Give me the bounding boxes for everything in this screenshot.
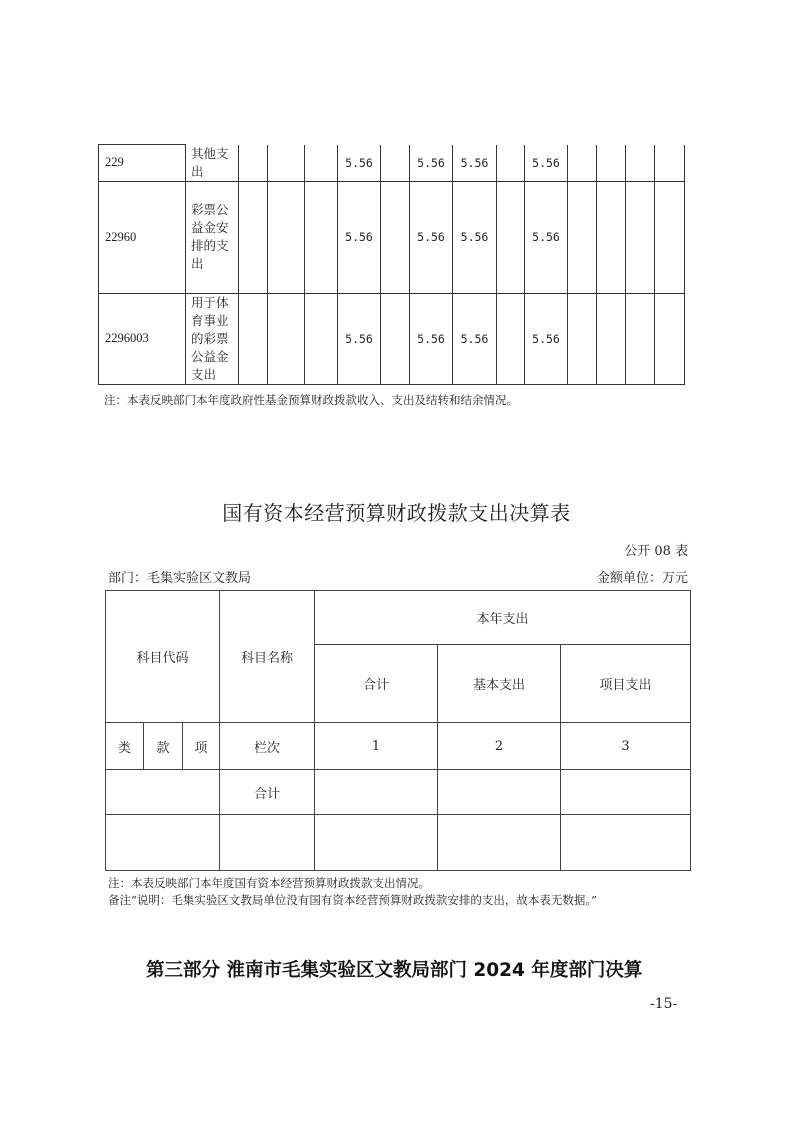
department-label: 部门：毛集实验区文教局 [108, 571, 252, 586]
value-cell: 5.56 [338, 293, 381, 384]
empty-row-name [220, 815, 315, 871]
value-cell [239, 145, 268, 182]
empty-row-basic [438, 815, 561, 871]
table1-note: 注：本表反映部门本年度政府性基金预算财政拨款收入、支出及结转和结余情况。 [104, 393, 518, 407]
subject-name [186, 181, 239, 293]
section-title: 第三部分 淮南市毛集实验区文教局部门 2024 年度部门决算 [146, 960, 643, 981]
table-number: 公开 08 表 [624, 544, 688, 559]
header-column-no: 栏次 [220, 723, 315, 770]
total-row-project [561, 770, 691, 815]
subject-name-line: 支出 [191, 366, 217, 382]
value-cell [239, 293, 268, 384]
value-cell: 5.56 [338, 145, 381, 182]
value-cell [305, 293, 338, 384]
total-row-code [106, 770, 220, 815]
government-fund-table [98, 144, 685, 385]
value-cell [268, 145, 305, 182]
table-row [99, 181, 685, 293]
subject-code: 229 [99, 145, 186, 182]
value-cell: 5.56 [410, 181, 453, 293]
subject-name-line: 出 [191, 256, 204, 271]
value-cell [655, 181, 685, 293]
value-cell [568, 293, 597, 384]
total-row-label: 合计 [220, 770, 315, 815]
value-cell: 5.56 [453, 181, 497, 293]
value-cell [597, 293, 626, 384]
value-cell [626, 293, 655, 384]
table2-remark: 备注“说明：毛集实验区文教局单位没有国有资本经营预算财政拨款安排的支出，故本表无数据。” [108, 893, 598, 907]
subject-name-line: 益金安 [191, 220, 229, 235]
value-cell [268, 293, 305, 384]
value-cell [655, 293, 685, 384]
value-cell [497, 293, 525, 384]
value-cell [626, 145, 655, 182]
value-cell [568, 181, 597, 293]
column-number-1: 1 [315, 723, 438, 770]
value-cell [239, 181, 268, 293]
value-cell: 5.56 [525, 181, 568, 293]
value-cell: 5.56 [410, 145, 453, 182]
value-cell [381, 293, 410, 384]
value-cell: 5.56 [338, 181, 381, 293]
subject-name-line: 出 [191, 163, 204, 179]
header-basic-expense: 基本支出 [438, 645, 561, 723]
value-cell [568, 145, 597, 182]
table-row [99, 145, 685, 182]
empty-row-total [315, 815, 438, 871]
empty-row-project [561, 815, 691, 871]
value-cell: 5.56 [525, 145, 568, 182]
value-cell [268, 181, 305, 293]
header-subject-code: 科目代码 [106, 591, 220, 723]
subject-name-line: 公益金 [191, 348, 229, 364]
table2-note: 注：本表反映部门本年度国有资本经营预算财政拨款支出情况。 [108, 876, 430, 890]
header-project-expense: 项目支出 [561, 645, 691, 723]
column-number-3: 3 [561, 723, 691, 770]
value-cell [597, 181, 626, 293]
value-cell [626, 181, 655, 293]
header-kuan: 款 [144, 723, 183, 770]
column-number-2: 2 [438, 723, 561, 770]
subject-name-line: 的彩票 [191, 330, 229, 346]
total-row-total [315, 770, 438, 815]
subject-code: 2296003 [99, 293, 186, 384]
value-cell: 5.56 [453, 293, 497, 384]
value-cell [305, 145, 338, 182]
subject-code: 22960 [99, 181, 186, 293]
header-xiang: 项 [183, 723, 220, 770]
value-cell [381, 181, 410, 293]
header-total: 合计 [315, 645, 438, 723]
unit-label: 金额单位：万元 [596, 571, 688, 586]
subject-name-line: 育事业 [191, 312, 229, 328]
state-capital-expense-table [105, 590, 691, 871]
subject-name [186, 145, 239, 182]
subject-name-line: 其他支 [191, 145, 229, 161]
value-cell: 5.56 [525, 293, 568, 384]
table-row [99, 293, 685, 384]
value-cell [497, 181, 525, 293]
value-cell [655, 145, 685, 182]
value-cell: 5.56 [410, 293, 453, 384]
value-cell: 5.56 [453, 145, 497, 182]
total-row-basic [438, 770, 561, 815]
subject-name-line: 排的支 [191, 238, 229, 253]
empty-row-code [106, 815, 220, 871]
subject-name [186, 293, 239, 384]
value-cell [381, 145, 410, 182]
value-cell [305, 181, 338, 293]
table2-title: 国有资本经营预算财政拨款支出决算表 [222, 501, 571, 525]
header-subject-name: 科目名称 [220, 591, 315, 723]
header-year-expense: 本年支出 [315, 591, 691, 645]
value-cell [497, 145, 525, 182]
value-cell [597, 145, 626, 182]
header-lei: 类 [106, 723, 144, 770]
subject-name-line: 彩票公 [191, 202, 229, 217]
subject-name-line: 用于体 [191, 294, 229, 310]
page-number: -15- [650, 996, 678, 1012]
